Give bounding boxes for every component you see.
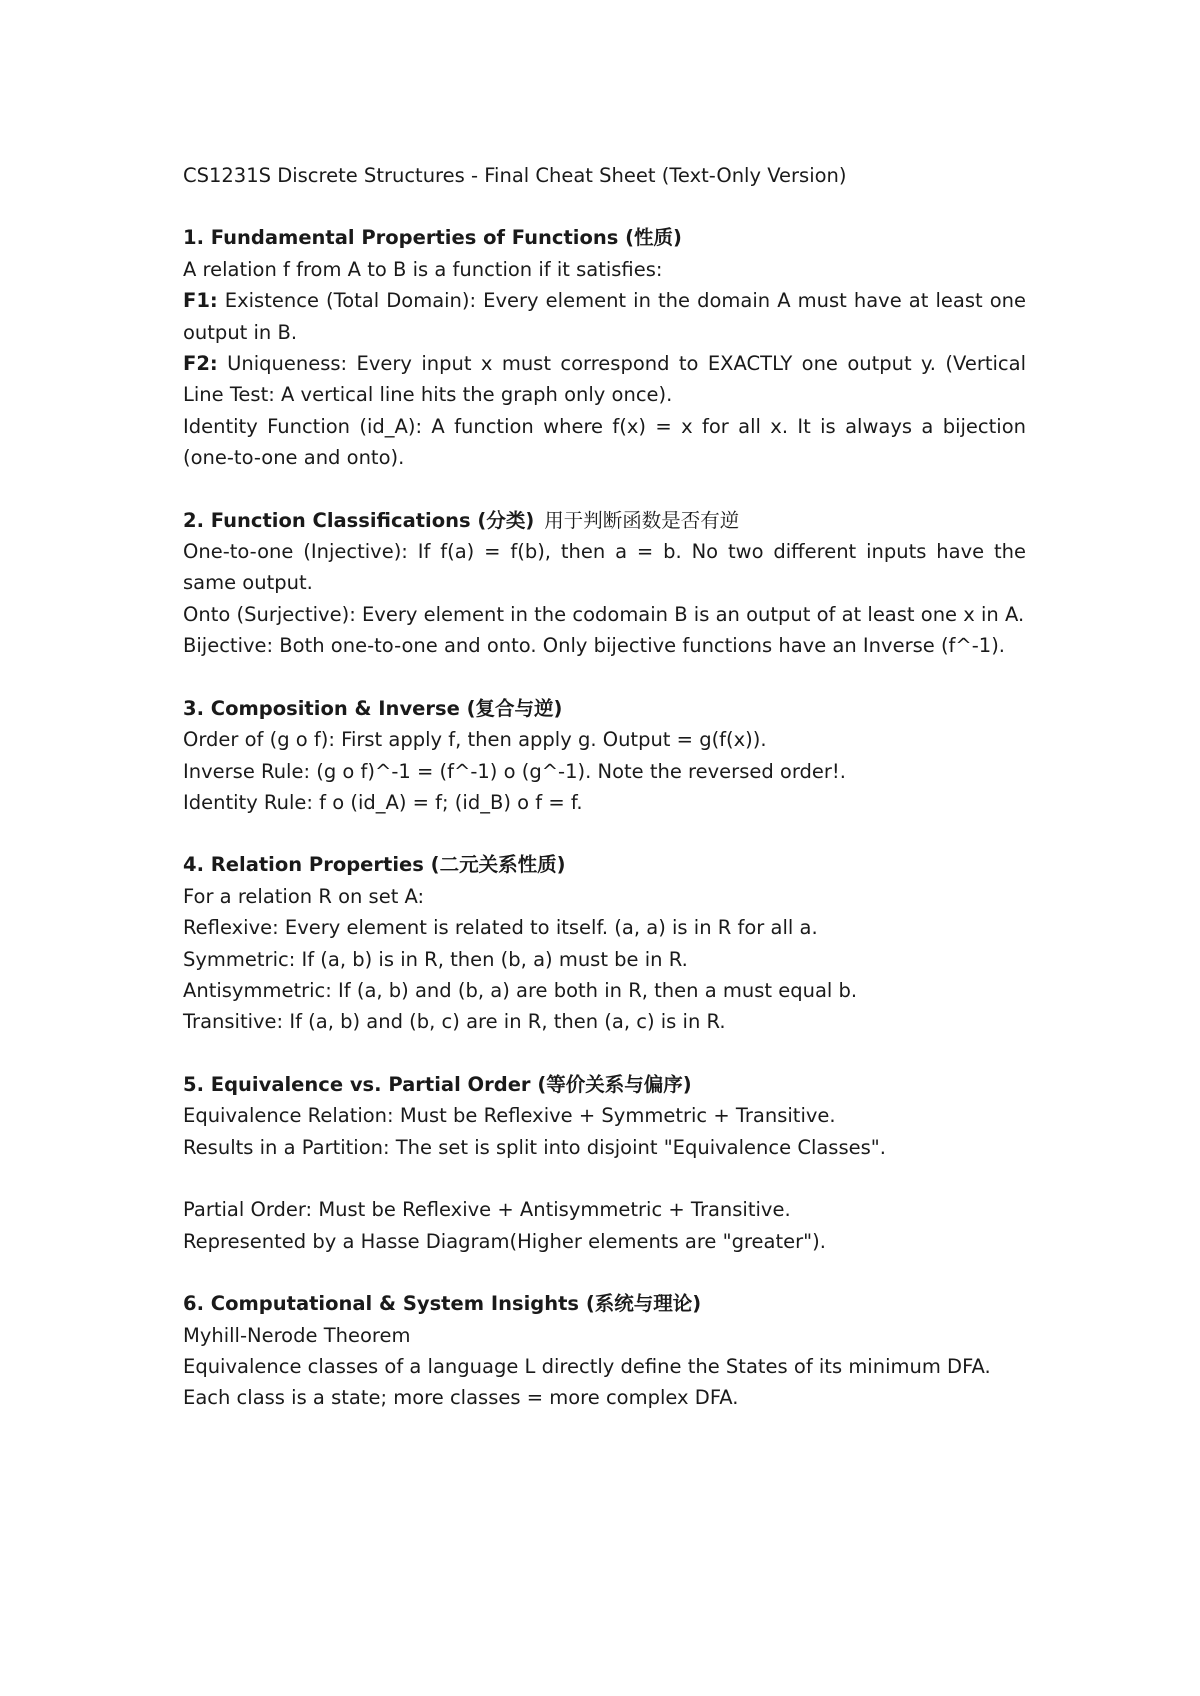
body-line: Each class is a state; more classes = more complex DFA. xyxy=(183,1386,739,1410)
section-function-classifications xyxy=(183,505,1026,662)
section-equivalence-partial-order xyxy=(183,1069,1026,1257)
body-line: Onto (Surjective): Every element in the codomain B is an output of at least one x in A. xyxy=(183,602,1025,626)
document-title: CS1231S Discrete Structures - Final Cheat Sheet (Text-Only Version) xyxy=(183,164,847,187)
f2-line xyxy=(183,348,1026,411)
section-heading xyxy=(183,505,1026,536)
f2-label: F2: xyxy=(183,352,218,376)
body-line: Reflexive: Every element is related to itself. (a, a) is in R for all a. xyxy=(183,916,818,940)
body-line: Bijective: Both one-to-one and onto. Only bijective functions have an Inverse (f^-1). xyxy=(183,634,1005,658)
f1-line xyxy=(183,285,1026,348)
body-line: Order of (g o f): First apply f, then apply g. Output = g(f(x)). xyxy=(183,728,767,752)
f1-label: F1: xyxy=(183,289,218,313)
section-heading: 5. Equivalence vs. Partial Order (等价关系与偏序) xyxy=(183,1072,692,1096)
section-heading: 3. Composition & Inverse (复合与逆) xyxy=(183,696,563,720)
document-page xyxy=(183,160,1026,1445)
section-composition-inverse xyxy=(183,693,1026,819)
body-line: Equivalence classes of a language L directly define the States of its minimum DFA. xyxy=(183,1354,991,1378)
body-line: Represented by a Hasse Diagram(Higher elements are "greater"). xyxy=(183,1229,826,1253)
section-functions-properties xyxy=(183,222,1026,473)
body-line: For a relation R on set A: xyxy=(183,884,425,908)
body-line: Identity Function (id_A): A function where f(x) = x for all x. It is always a bijection (one-to-one and onto). xyxy=(183,414,1026,470)
f1-text: Existence (Total Domain): Every element in the domain A must have at least one output in B. xyxy=(183,289,1027,344)
body-line: A relation f from A to B is a function if it satisfies: xyxy=(183,257,663,281)
section-computational-insights xyxy=(183,1288,1026,1414)
body-line: Symmetric: If (a, b) is in R, then (b, a) must be in R. xyxy=(183,947,688,971)
section-heading: 6. Computational & System Insights (系统与理论) xyxy=(183,1292,702,1316)
section-relation-properties xyxy=(183,849,1026,1037)
body-line: One-to-one (Injective): If f(a) = f(b), then a = b. No two different inputs have the same output. xyxy=(183,540,1026,595)
f2-text: Uniqueness: Every input x must correspond to EXACTLY one output y. (Vertical Line Test: A vertical line hits the graph only once). xyxy=(183,352,1026,407)
body-line: Myhill-Nerode Theorem xyxy=(183,1323,411,1347)
body-line: Results in a Partition: The set is split into disjoint "Equivalence Classes". xyxy=(183,1135,886,1159)
body-line: Transitive: If (a, b) and (b, c) are in R, then (a, c) is in R. xyxy=(183,1010,726,1034)
body-line: Partial Order: Must be Reflexive + Antisymmetric + Transitive. xyxy=(183,1198,791,1222)
section-note: 用于判断函数是否有逆 xyxy=(544,508,740,532)
body-line: Antisymmetric: If (a, b) and (b, a) are both in R, then a must equal b. xyxy=(183,978,858,1002)
body-line: Inverse Rule: (g o f)^-1 = (f^-1) o (g^-1). Note the reversed order!. xyxy=(183,759,846,783)
section-heading-text: 2. Function Classifications (分类) xyxy=(183,508,535,532)
section-heading: 1. Fundamental Properties of Functions (性质) xyxy=(183,226,682,250)
section-heading: 4. Relation Properties (二元关系性质) xyxy=(183,853,566,877)
body-line: Equivalence Relation: Must be Reflexive + Symmetric + Transitive. xyxy=(183,1104,836,1128)
blank-line xyxy=(183,1163,1026,1194)
body-line: Identity Rule: f o (id_A) = f; (id_B) o f = f. xyxy=(183,790,583,814)
